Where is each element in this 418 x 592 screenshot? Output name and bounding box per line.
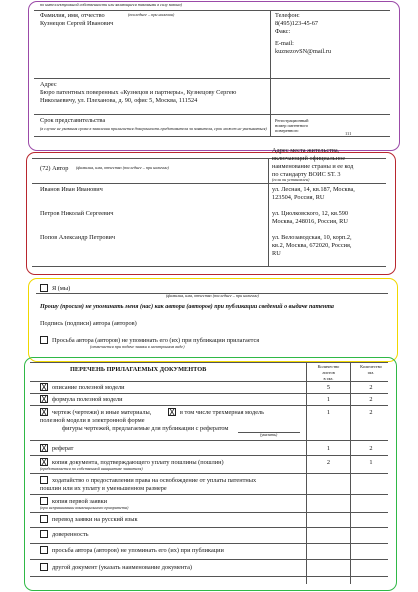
doc-row-4-sheets[interactable]: 1 xyxy=(326,445,331,452)
representation-label: Срок представительства xyxy=(40,117,106,124)
author-3-addr-3[interactable]: RU xyxy=(272,250,281,257)
doc-row-5-text: копия документа, подтверждающего уплату пошлины (пошлин) xyxy=(52,459,224,466)
doc-checkbox-2[interactable]: X xyxy=(41,395,47,404)
doc-row-2-sheets[interactable]: 1 xyxy=(326,396,331,403)
address-label: Адрес xyxy=(40,81,57,88)
doc-row-4-text: реферат xyxy=(52,445,74,452)
doc-row-5-hint: (представляется по собственной инициативе заявителя) xyxy=(40,466,143,471)
author-2-name[interactable]: Петров Николай Сергеевич xyxy=(40,210,114,217)
doc-row-1-text: описание полезной модели xyxy=(52,384,125,391)
ya-checkbox[interactable] xyxy=(40,284,48,292)
addr-header-2: включающий официальное xyxy=(272,155,346,162)
doc-row-3-copies[interactable]: 2 xyxy=(369,409,373,416)
author-1-addr-2[interactable]: 123504, Россия, RU xyxy=(272,194,325,201)
doc-row-4-copies[interactable]: 2 xyxy=(369,445,373,452)
reg-label-1: Регистрационный xyxy=(275,118,309,123)
doc-row-10-text: просьба автора (авторов) не упоминать его (их) при публикации xyxy=(52,547,224,554)
author-3-addr-1[interactable]: ул. Велозаводская, 10, корп.2, xyxy=(272,234,352,241)
doc-row-6-text-2: пошлин или их уплату в уменьшенном размере xyxy=(40,485,167,492)
doc-row-3-text-2: полезной модели в электронной форме xyxy=(40,417,145,424)
col-sheets-2: листов xyxy=(322,370,335,375)
col-copies-2: экз. xyxy=(367,370,375,375)
phone-label: Телефон: xyxy=(275,12,300,19)
consent-request: Прошу (просим) не упоминать меня (нас) как автора (авторов) при публикации сведений о выдаче патента xyxy=(40,304,334,310)
doc-row-1-sheets[interactable]: 5 xyxy=(326,384,331,391)
reg-label-2: номер патентного xyxy=(275,123,309,128)
col-sheets-3: в экз. xyxy=(323,376,334,381)
address-line-2[interactable]: Николаевичу, ул. Плеханова, д. 90, офис 5, Москва, 111524 xyxy=(40,97,198,104)
doc-row-5-copies[interactable]: 1 xyxy=(369,459,373,466)
doc-row-8-text: перевод заявки на русский язык xyxy=(52,516,138,523)
documents-title: ПЕРЕЧЕНЬ ПРИЛАГАЕМЫХ ДОКУМЕНТОВ xyxy=(70,366,207,373)
doc-checkbox-4[interactable]: X xyxy=(41,444,47,453)
doc-row-3-sheets[interactable]: 1 xyxy=(326,409,331,416)
request-attached-checkbox[interactable] xyxy=(40,336,48,344)
doc-checkbox-3[interactable]: X xyxy=(41,408,47,417)
doc-row-7-text: копия первой заявки xyxy=(52,498,108,505)
doc-checkbox-3b[interactable]: X xyxy=(169,408,175,417)
addr-header-3: наименование страны и ее код xyxy=(272,163,354,170)
doc-checkbox-7[interactable] xyxy=(40,497,48,505)
doc-row-3-text: чертеж (чертежи) и иные материалы, xyxy=(52,409,152,416)
authors-header-label: (72) Автор xyxy=(40,165,69,172)
email-value[interactable]: kuznezovSN@mail.ru xyxy=(275,48,331,55)
doc-row-3-text-b: в том числе трехмерная модель xyxy=(180,409,265,416)
authors-header-hint: (фамилия, имя, отчество (последнее – при наличии) xyxy=(76,165,169,170)
doc-row-6-text: ходатайство о предоставлении права на освобождение от уплаты патентных xyxy=(52,477,257,484)
fio-label: Фамилия, имя, отчество xyxy=(40,12,105,19)
author-2-addr-1[interactable]: ул. Циолковского, 12, кв.590 xyxy=(272,210,349,217)
col-copies-1: Количество xyxy=(360,364,382,369)
doc-checkbox-5[interactable]: X xyxy=(41,458,47,467)
top-note: по интеллектуальной собственности или являющиеся таковыми в силу закона) xyxy=(40,2,182,7)
doc-row-7-hint: (при испрашивании конвенционного приоритета) xyxy=(40,505,129,510)
doc-row-2-copies[interactable]: 2 xyxy=(369,396,373,403)
fax-label: Факс: xyxy=(275,28,291,35)
signature-label: Подпись (подписи) автора (авторов) xyxy=(40,320,137,327)
doc-checkbox-10[interactable] xyxy=(40,546,48,554)
doc-row-11-text: другой документ (указать наименование документа) xyxy=(52,564,193,571)
doc-row-1-copies[interactable]: 2 xyxy=(369,384,373,391)
reg-label-3: поверенного xyxy=(275,128,299,133)
address-line-1[interactable]: Бюро патентных поверенных «Кузнецов и партнеры», Кузнецову Сергею xyxy=(40,89,237,96)
author-3-addr-2[interactable]: кв.2, Москва, 672020, Россия, xyxy=(272,242,352,249)
author-1-name[interactable]: Иванов Иван Иванович xyxy=(40,186,103,193)
doc-checkbox-9[interactable] xyxy=(40,530,48,538)
doc-row-9-text: доверенность xyxy=(52,531,89,538)
request-attached-hint: (отмечается при подаче заявки в электронном виде) xyxy=(90,344,185,349)
addr-header-hint: (если он установлен) xyxy=(272,177,310,182)
doc-checkbox-11[interactable] xyxy=(40,563,48,571)
doc-checkbox-6[interactable] xyxy=(40,476,48,484)
applicant-fio-value[interactable]: Кузнецов Сергей Иванович xyxy=(40,20,114,27)
addr-header-4: по стандарту ВОИС ST. 3 xyxy=(272,171,341,178)
addr-header-1: Адрес места жительства, xyxy=(272,147,340,154)
doc-checkbox-1[interactable]: X xyxy=(41,383,47,392)
fio-hint: (последнее – при наличии) xyxy=(128,12,175,17)
author-3-name[interactable]: Попов Александр Петрович xyxy=(40,234,116,241)
author-2-addr-2[interactable]: Москва, 248016, Россия, RU xyxy=(272,218,348,225)
author-1-addr-1[interactable]: ул. Лесная, 14, кв.187, Москва, xyxy=(272,186,355,193)
reg-number-value[interactable]: 111 xyxy=(345,131,352,136)
col-sheets-1: Количество xyxy=(317,364,340,369)
consent-fio-hint: (фамилия, имя, отчество (последнее – при наличии) xyxy=(166,293,259,298)
doc-row-3-text-3: фигуры чертежей, предлагаемые для публикации с рефератом xyxy=(62,425,229,432)
doc-checkbox-8[interactable] xyxy=(40,515,48,523)
doc-row-5-sheets[interactable]: 2 xyxy=(326,459,331,466)
representation-hint: (в случае не указания срока в заявлении прилагается доверенность представителя за заявителя, срок может не указываться) xyxy=(40,126,267,131)
doc-row-3-hint: (указать) xyxy=(260,432,278,437)
doc-row-2-text: формула полезной модели xyxy=(52,396,123,403)
email-label: E-mail: xyxy=(275,40,294,47)
ya-label: Я (мы) xyxy=(52,285,71,292)
request-attached-label: Просьба автора (авторов) не упоминать его (их) при публикации прилагается xyxy=(52,337,260,344)
phone-value[interactable]: 8(495)123-45-67 xyxy=(275,20,319,27)
